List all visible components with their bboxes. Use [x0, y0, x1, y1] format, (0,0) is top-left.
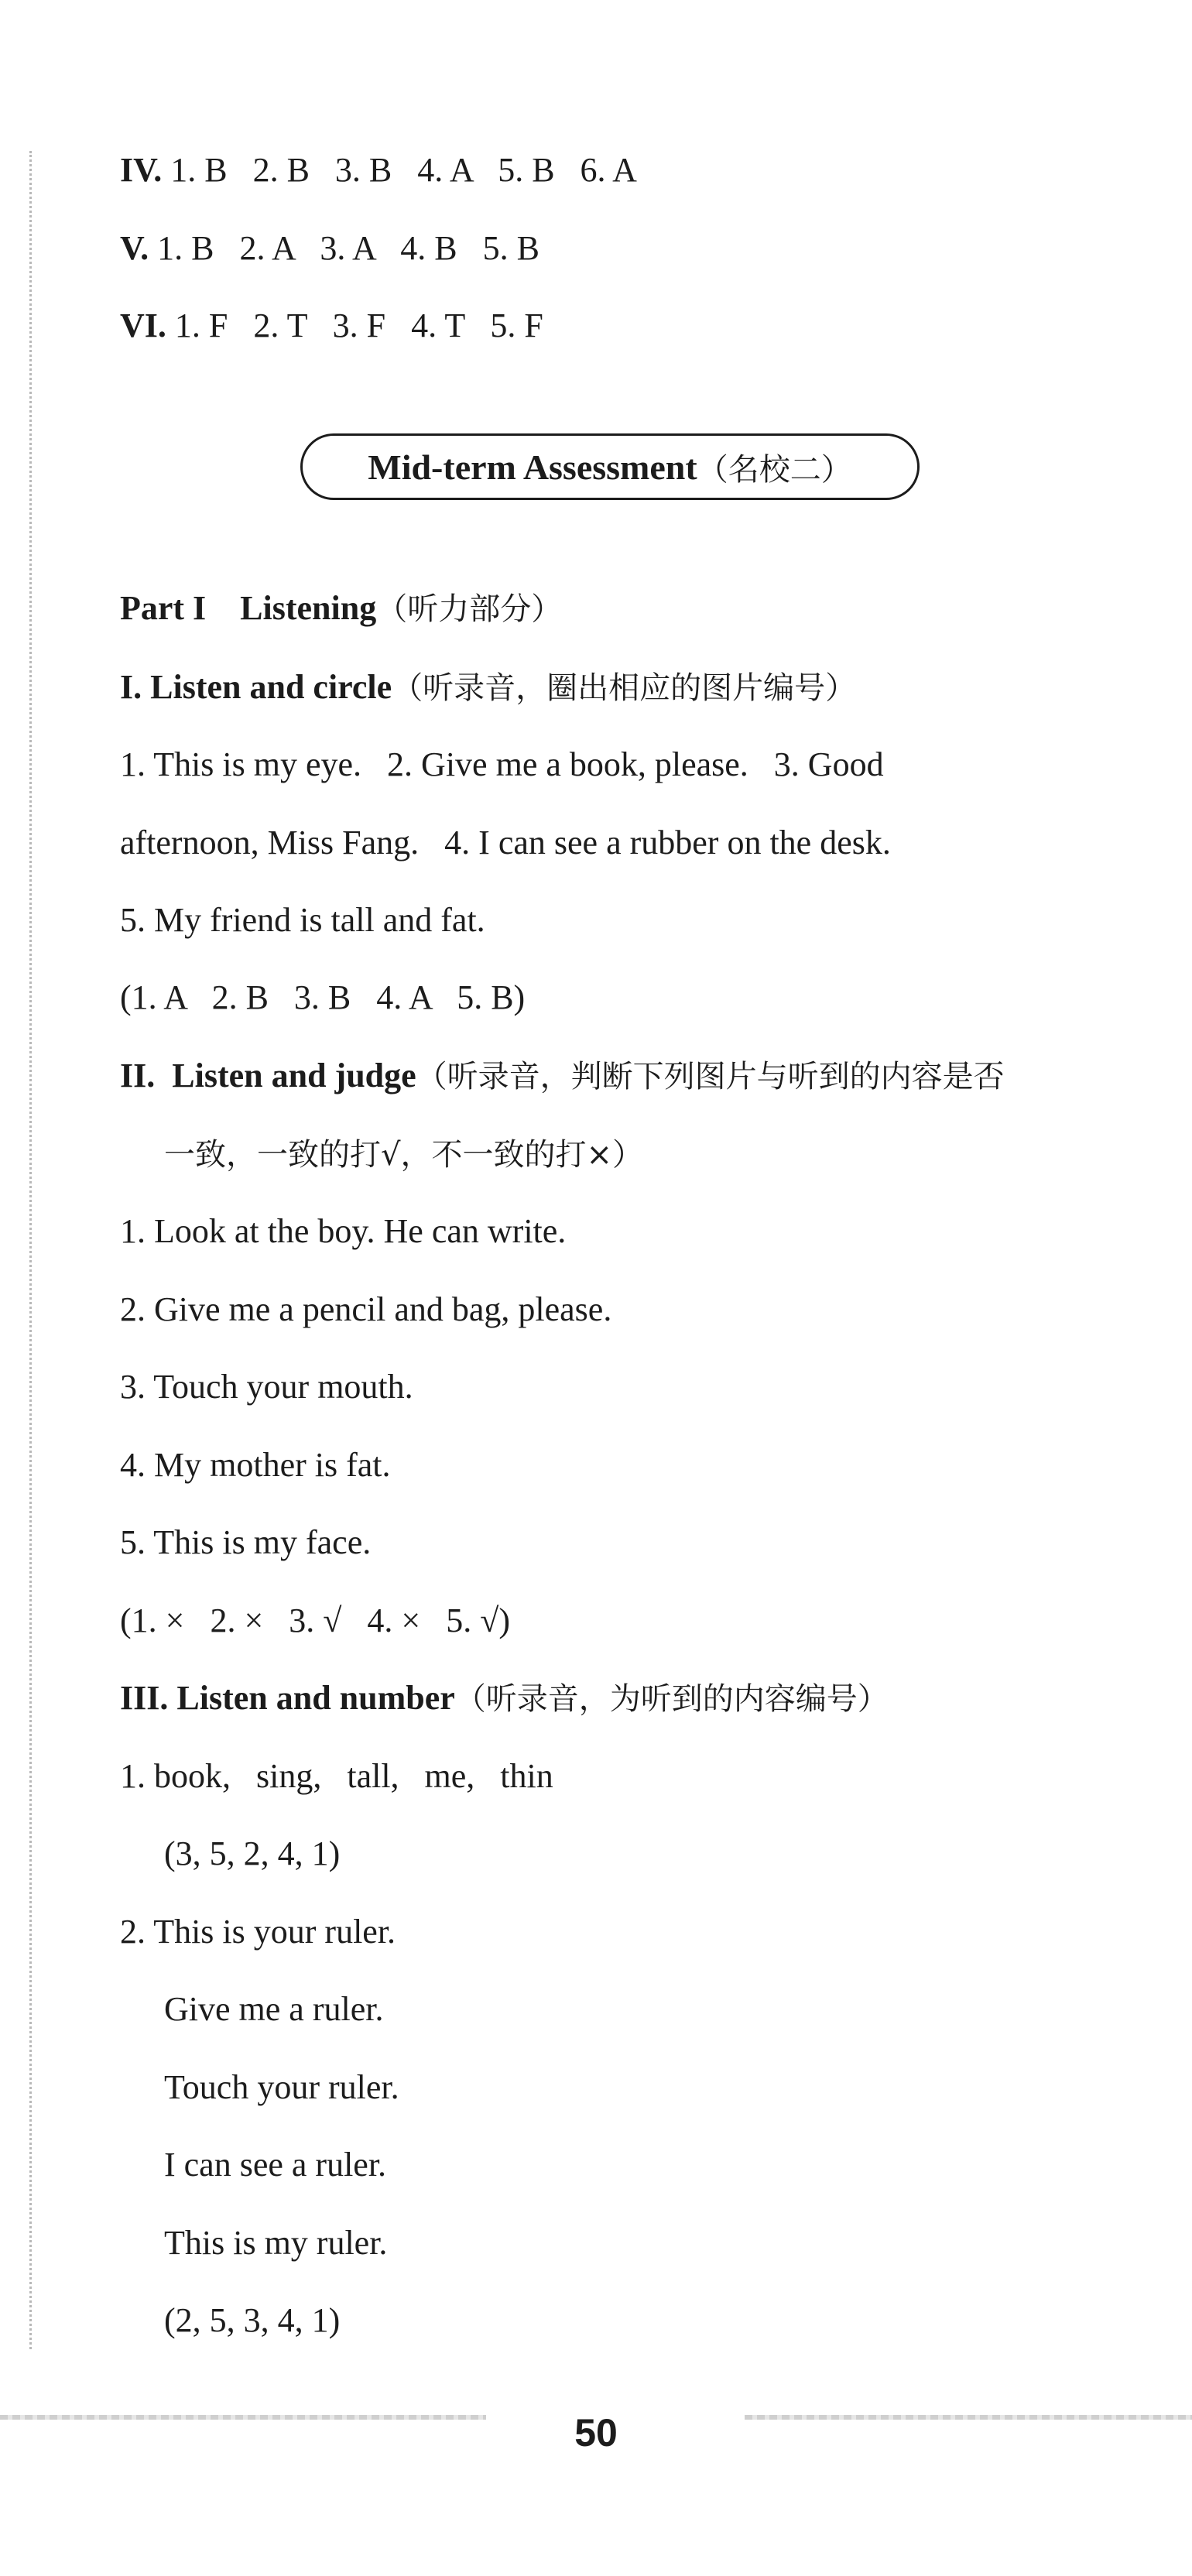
question-2-line: 1. Look at the boy. He can write.	[120, 1212, 567, 1250]
question-3-item-2-answer: (2, 5, 3, 4, 1)	[164, 2301, 341, 2339]
question-3-item-2-line: Give me a ruler.	[164, 1990, 384, 2028]
answer-row-vi: VI. 1. F 2. T 3. F 4. T 5. F	[120, 307, 543, 344]
question-2-line: 2. Give me a pencil and bag, please.	[120, 1290, 612, 1328]
question-3-item-2-line: I can see a ruler.	[164, 2146, 387, 2184]
question-3-item-1: 1. book, sing, tall, me, thin	[120, 1757, 553, 1795]
section-title-zh: （名校二）	[697, 451, 852, 488]
question-3-heading: III. Listen and number（听录音，为听到的内容编号）	[120, 1679, 889, 1717]
question-2-line: 5. This is my face.	[120, 1523, 372, 1561]
question-2-line: 3. Touch your mouth.	[120, 1368, 413, 1406]
question-3-item-1-answer: (3, 5, 2, 4, 1)	[164, 1834, 341, 1872]
question-1-line: 5. My friend is tall and fat.	[120, 901, 485, 939]
question-2-answer: (1. × 2. × 3. √ 4. × 5. √)	[120, 1601, 511, 1639]
question-1-line: 1. This is my eye. 2. Give me a book, please. 3. Good	[120, 745, 884, 783]
section-title-en: Mid-term Assessment	[368, 447, 697, 487]
section-title-box	[300, 433, 920, 500]
question-3-item-2: 2. This is your ruler.	[120, 1913, 396, 1951]
question-3-item-2-line: Touch your ruler.	[164, 2068, 399, 2106]
part-heading: Part I Listening（听力部分）	[120, 589, 563, 627]
question-2-heading: II. Listen and judge（听录音，判断下列图片与听到的内容是否	[120, 1057, 1005, 1094]
page-number: 50	[574, 2411, 618, 2454]
margin-dotted-rule	[29, 151, 32, 2349]
question-1-answer: (1. A 2. B 3. B 4. A 5. B)	[120, 978, 526, 1016]
question-1-heading: I. Listen and circle（听录音，圈出相应的图片编号）	[120, 668, 857, 706]
question-1-line: afternoon, Miss Fang. 4. I can see a rubber on the desk.	[120, 824, 891, 862]
answer-row-v: V. 1. B 2. A 3. A 4. B 5. B	[120, 229, 539, 267]
question-3-item-2-line: This is my ruler.	[164, 2224, 388, 2262]
answer-row-iv: IV. 1. B 2. B 3. B 4. A 5. B 6. A	[120, 151, 637, 189]
question-2-heading-continued: 一致，一致的打√，不一致的打×）	[164, 1137, 644, 1173]
question-2-line: 4. My mother is fat.	[120, 1446, 391, 1484]
